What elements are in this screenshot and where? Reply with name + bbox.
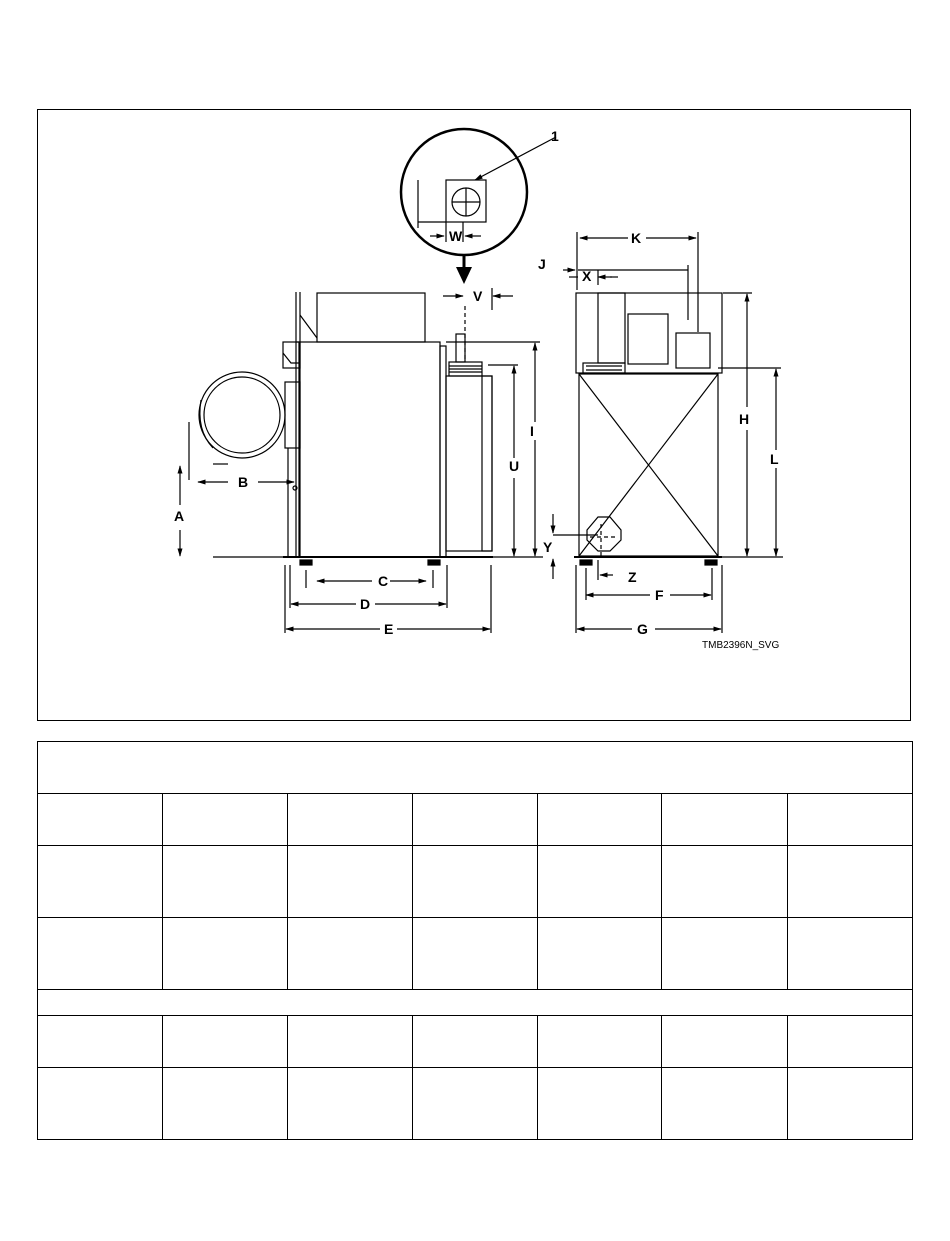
table-row <box>38 845 913 917</box>
table-cell <box>163 1067 288 1139</box>
table-cell <box>538 1016 662 1068</box>
table-cell <box>163 845 288 917</box>
label-H: H <box>739 411 750 427</box>
label-U: U <box>509 458 520 474</box>
dimension-figure <box>37 109 911 721</box>
label-J: J <box>538 256 546 272</box>
table-cell <box>38 1067 163 1139</box>
detail-magnifier <box>401 129 556 284</box>
table-cell <box>538 1067 662 1139</box>
label-Y: Y <box>543 539 553 555</box>
label-X: X <box>582 268 592 284</box>
table-cell <box>288 917 413 989</box>
callout-1: 1 <box>551 128 559 144</box>
label-K: K <box>631 230 642 246</box>
table-cell <box>788 1067 913 1139</box>
table-cell <box>163 1016 288 1068</box>
table-cell <box>38 1016 163 1068</box>
table-cell <box>662 845 788 917</box>
table-cell <box>788 917 913 989</box>
section-divider <box>38 989 913 1015</box>
label-W: W <box>449 228 463 244</box>
table-cell <box>788 793 913 845</box>
label-I: I <box>530 423 534 439</box>
label-G: G <box>637 621 648 637</box>
label-A: A <box>174 508 185 524</box>
label-F: F <box>655 587 664 603</box>
table-title <box>38 742 913 794</box>
table-row <box>38 917 913 989</box>
table-row <box>38 1016 913 1068</box>
table-cell <box>413 917 538 989</box>
label-C: C <box>378 573 389 589</box>
table-cell <box>163 793 288 845</box>
table-cell <box>662 917 788 989</box>
table-cell <box>413 793 538 845</box>
dryer-dimension-drawing <box>38 110 912 722</box>
table-cell <box>288 793 413 845</box>
label-L: L <box>770 451 779 467</box>
table-cell <box>413 1067 538 1139</box>
label-V: V <box>473 288 483 304</box>
rear-view <box>553 232 783 633</box>
table-title-row <box>38 742 913 794</box>
table-cell <box>538 793 662 845</box>
table-cell <box>788 1016 913 1068</box>
table-cell <box>788 845 913 917</box>
dimensions-table <box>37 741 913 1140</box>
table-row <box>38 793 913 845</box>
image-code: TMB2396N_SVG <box>702 640 780 651</box>
table-cell <box>538 845 662 917</box>
table-cell <box>38 845 163 917</box>
table-cell <box>538 917 662 989</box>
label-B: B <box>238 474 249 490</box>
label-Z: Z <box>628 569 637 585</box>
label-D: D <box>360 596 371 612</box>
table-cell <box>288 1067 413 1139</box>
table-cell <box>38 793 163 845</box>
label-E: E <box>384 621 394 637</box>
table-cell <box>413 845 538 917</box>
table-cell <box>288 1016 413 1068</box>
table-cell <box>163 917 288 989</box>
table-cell <box>38 917 163 989</box>
table-cell <box>288 845 413 917</box>
section-divider-row <box>38 989 913 1015</box>
table-cell <box>662 793 788 845</box>
table-row <box>38 1067 913 1139</box>
table-cell <box>662 1067 788 1139</box>
table-cell <box>662 1016 788 1068</box>
side-view <box>180 288 543 633</box>
table-cell <box>413 1016 538 1068</box>
